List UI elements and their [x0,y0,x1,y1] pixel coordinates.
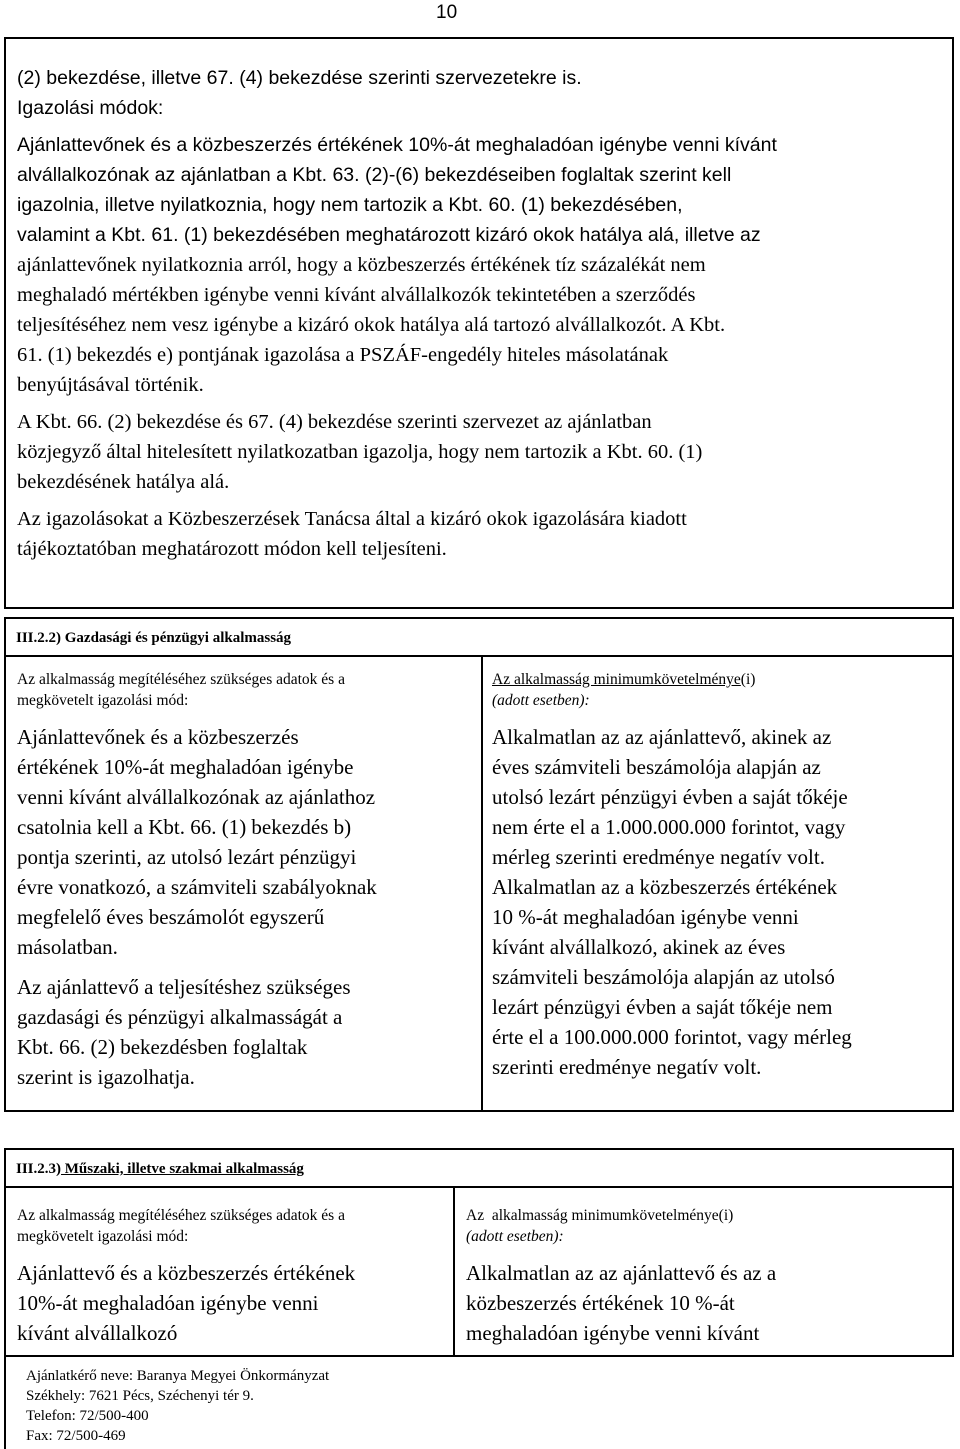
text-line: szerint is igazolhatja. [17,1065,195,1089]
authority-phone: Telefon: 72/500-400 [26,1408,149,1424]
text-line: valamint a Kbt. 61. (1) bekezdésében meghatározott kizáró okok hatálya alá, illetve az [17,224,761,246]
text-line: Kbt. 66. (2) bekezdésben foglaltak [17,1035,308,1059]
left-column [6,657,483,1110]
text-line: megfelelő éves beszámolót egyszerű [17,905,325,929]
left-column [6,1188,455,1355]
header-underlined: Az alkalmasság minimumkövetelménye [492,671,741,688]
text-line: értékének 10%-át meghaladóan igénybe [17,755,354,779]
text-line: 61. (1) bekezdés e) pontjának igazolása a PSZÁF-engedély hiteles másolatának [17,344,669,366]
text-line: benyújtásával történik. [17,374,204,396]
text-line: 10 %-át meghaladóan igénybe venni [492,905,799,929]
text-line: Az igazolásokat a Közbeszerzések Tanácsa által a kizáró okok igazolására kiadott [17,508,687,530]
column-header-note: (adott esetben): [466,1228,564,1245]
text-line: Ajánlattevőnek és a közbeszerzés [17,725,299,749]
text-line: teljesítéséhez nem vesz igénybe a kizáró okok hatálya alá tartozó alvállalkozót. A Kbt. [17,314,726,336]
authority-name: Ajánlatkérő neve: Baranya Megyei Önkormányzat [26,1368,330,1384]
text-line: kívánt alvállalkozó [17,1321,178,1345]
text-line: szerinti eredménye negatív volt. [492,1055,762,1079]
text-line: közjegyző által hitelesített nyilatkozatban igazolja, hogy nem tartozik a Kbt. 60. (1) [17,441,703,463]
column-header [492,669,952,690]
text-line: 10%-át meghaladóan igénybe venni [17,1291,319,1315]
text-line: éves számviteli beszámolója alapján az [492,755,821,779]
text-line: gazdasági és pénzügyi alkalmasságát a [17,1005,343,1029]
subheading-igazolasi-modok: Igazolási módok: [17,97,164,119]
column-header: megkövetelt igazolási mód: [17,1228,189,1245]
text-line: számviteli beszámolója alapján az utolsó [492,965,835,989]
text-line: közbeszerzés értékének 10 %-át [466,1291,735,1315]
header-suffix: (i) [740,671,756,688]
text-line: nem érte el a 1.000.000.000 forintot, vagy [492,815,846,839]
section-title: Gazdasági és pénzügyi alkalmasság [61,630,292,646]
text-line: meghaladó mértékben igénybe venni kívánt alvállalkozók tekintetében a szerződés [17,284,696,306]
text-line: pontja szerinti, az utolsó lezárt pénzügyi [17,845,357,869]
text-line: bekezdésének hatálya alá. [17,471,230,493]
text-line: ajánlattevőnek nyilatkoznia arról, hogy a közbeszerzés értékének tíz százalékát nem [17,254,706,276]
section-heading-iii-2-3 [4,1148,954,1186]
column-header: Az alkalmasság megítéléséhez szükséges adatok és a [17,1207,345,1224]
text-line: Ajánlattevőnek és a közbeszerzés értékének 10%-át meghaladóan igénybe venni kívánt [17,134,777,156]
text-line: alvállalkozónak az ajánlatban a Kbt. 63. (2)-(6) bekezdéseiben foglaltak szerint kell [17,164,732,186]
authority-fax: Fax: 72/500-469 [26,1428,126,1444]
column-header: Az alkalmasság megítéléséhez szükséges adatok és a [17,671,345,688]
authority-address: Székhely: 7621 Pécs, Széchenyi tér 9. [26,1388,254,1404]
text-line: érte el a 100.000.000 forintot, vagy mérleg [492,1025,852,1049]
text-line: utolsó lezárt pénzügyi évben a saját tőkéje [492,785,848,809]
text-line: tájékoztatóban meghatározott módon kell teljesíteni. [17,538,447,560]
text-line: mérleg szerinti eredménye negatív volt. [492,845,825,869]
text-line: Alkalmatlan az a közbeszerzés értékének [492,875,838,899]
column-header: megkövetelt igazolási mód: [17,692,189,709]
text-line: évre vonatkozó, a számviteli szabályoknak [17,875,377,899]
text-line: Alkalmatlan az az ajánlattevő és az a [466,1261,777,1285]
text-line: venni kívánt alvállalkozónak az ajánlathoz [17,785,376,809]
text-line: (2) bekezdése, illetve 67. (4) bekezdése szerinti szervezetekre is. [17,67,582,89]
right-column [455,1188,952,1355]
column-header-note: (adott esetben): [492,692,590,709]
section-number: III.2.2) [16,630,62,646]
section-title: Műszaki, illetve szakmai alkalmasság [61,1161,304,1177]
text-line: A Kbt. 66. (2) bekezdése és 67. (4) bekezdése szerinti szervezet az ajánlatban [17,411,652,433]
text-line: lezárt pénzügyi évben a saját tőkéje nem [492,995,833,1019]
section-table-iii-2-3 [4,1186,954,1355]
text-line: csatolnia kell a Kbt. 66. (1) bekezdés b) [17,815,352,839]
text-line: Alkalmatlan az az ajánlattevő, akinek az [492,725,832,749]
text-line: igazolnia, illetve nyilatkoznia, hogy nem tartozik a Kbt. 60. (1) bekezdésében, [17,194,683,216]
text-line: kívánt alvállalkozó, akinek az éves [492,935,786,959]
page-number: 10 [436,2,458,23]
section-number: III.2.3) [16,1161,62,1177]
right-column [483,657,952,1110]
contracting-authority-footer [4,1355,954,1449]
column-header: Az alkalmasság minimumkövetelménye(i) [466,1207,734,1224]
section-heading-iii-2-2 [4,617,954,655]
text-line: meghaladóan igénybe venni kívánt [466,1321,760,1345]
section-table-iii-2-2 [4,655,954,1112]
text-line: Az ajánlattevő a teljesítéshez szükséges [17,975,351,999]
top-text-block [4,37,954,609]
text-line: másolatban. [17,935,118,959]
text-line: Ajánlattevő és a közbeszerzés értékének [17,1261,356,1285]
